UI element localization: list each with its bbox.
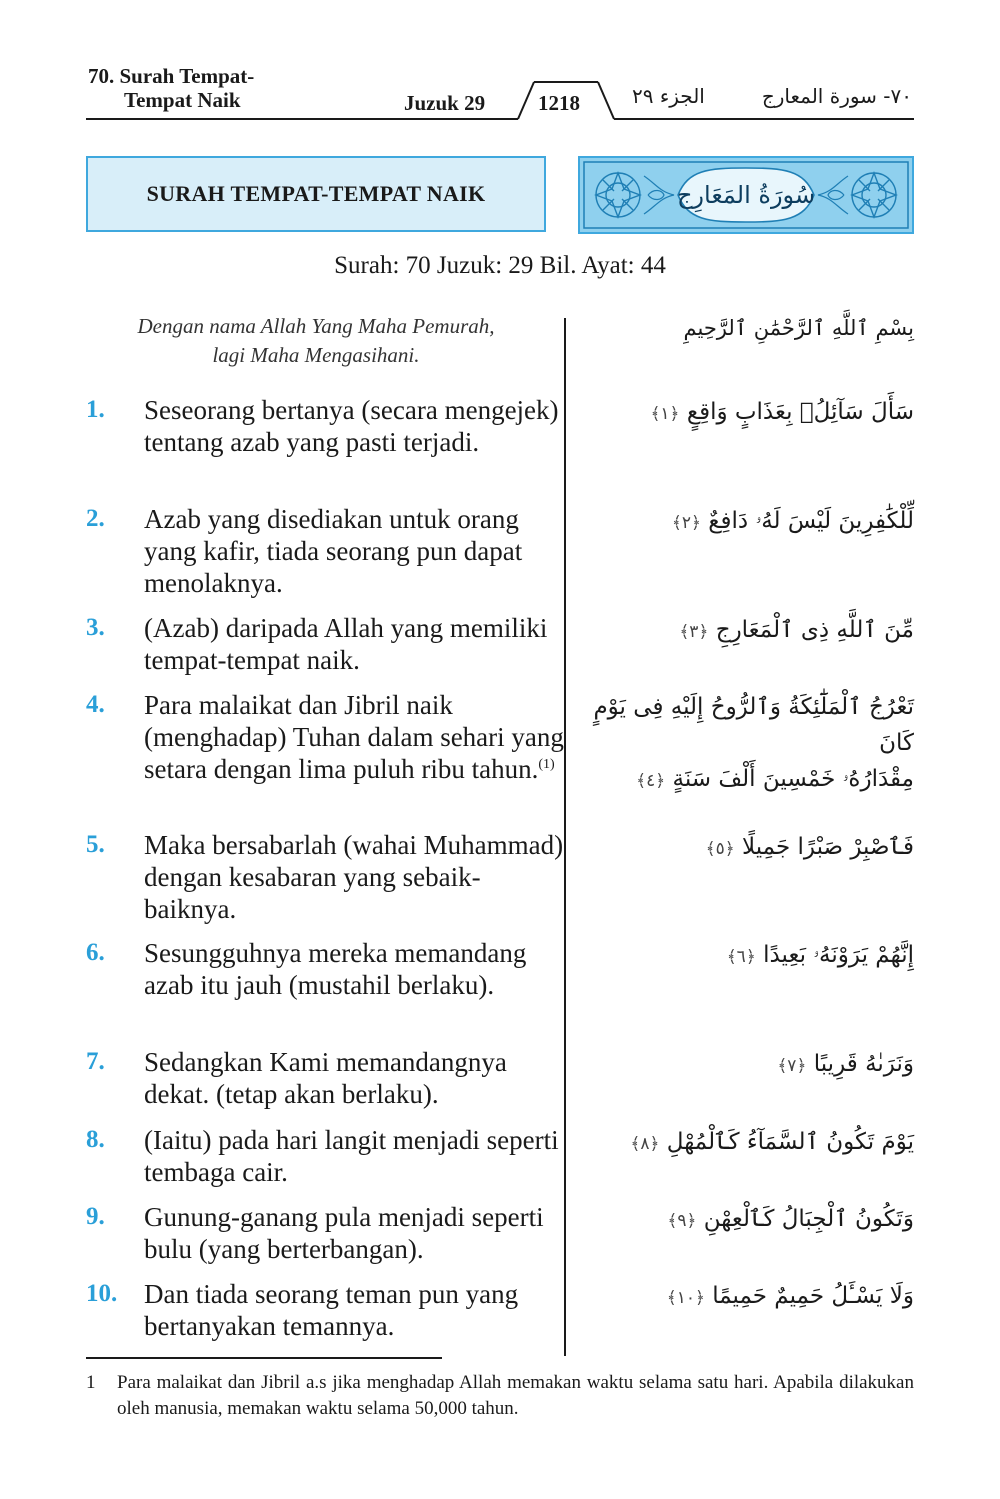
footnote-number: 1 [86,1372,96,1393]
verse-arabic-text: فَٱصْبِرْ صَبْرًا جَمِيلًا [742,834,914,860]
verse-translation: Sedangkan Kami memandangnya dekat. (tetap akan berlaku). [144,1047,507,1109]
verse-translation: Dan tiada seorang teman pun yang bertanyakan temannya. [144,1279,519,1341]
basmala-arabic: بِسْمِ ٱللَّهِ ٱلرَّحْمَٰنِ ٱلرَّحِيمِ [683,316,914,340]
verse-arabic-text: وَلَا يَسْـَٔلُ حَمِيمٌ حَمِيمًا [712,1283,914,1309]
footnote-reference[interactable]: (1) [538,757,555,772]
header-juzuk: Juzuk 29 [404,91,486,115]
footnote [86,1370,914,1422]
verse-end-marker: ﴿١٠﴾ [666,1288,705,1308]
footnote-text: Para malaikat dan Jibril a.s jika menghadap Allah memakan waktu selama satu hari. Apabila dilakukan oleh manusia, memakan waktu selama 50,000 tahun. [117,1372,914,1419]
surah-ornament-box [578,156,914,234]
basmala-line2: lagi Maha Mengasihani. [212,343,420,367]
verse-arabic-text: مِقْدَارُهُۥ خَمْسِينَ أَلْفَ سَنَةٍ [672,766,914,792]
verse-end-marker: ﴿٤﴾ [636,771,666,791]
verse-end-marker: ﴿١﴾ [650,404,680,424]
verse-arabic [578,1124,914,1162]
verse-number: 3. [86,614,105,641]
verse-arabic [578,1278,914,1316]
verse-number: 10. [86,1280,118,1307]
basmala-translation [86,312,546,370]
verse-end-marker: ﴿٧﴾ [777,1056,807,1076]
verse-arabic-text: مِّنَ ٱللَّهِ ذِى ٱلْمَعَارِجِ [715,617,914,643]
verse-end-marker: ﴿٣﴾ [679,622,709,642]
verse-number: 4. [86,691,105,718]
verse-arabic [578,612,914,650]
verse-translation: Seseorang bertanya (secara mengejek) tentang azab yang pasti terjadi. [144,395,559,457]
verse-number: 6. [86,939,105,966]
verse-arabic-text: يَوْمَ تَكُونُ ٱلسَّمَآءُ كَٱلْمُهْلِ [666,1129,914,1155]
surah-arabic-name: سُورَةُ المَعَارِج [676,181,816,209]
verse-arabic-text: إِنَّهُمْ يَرَوْنَهُۥ بَعِيدًا [763,942,914,968]
header-title-line1: 70. Surah Tempat- [88,64,255,88]
verse-arabic-line1: تَعْرُجُ ٱلْمَلَٰٓئِكَةُ وَٱلرُّوحُ إِلَيْهِ فِى يَوْمٍ كَانَ [593,694,914,756]
verse-arabic [578,689,914,799]
verse-number: 2. [86,505,105,532]
verse-arabic [578,503,914,541]
verse-arabic-text: وَنَرَىٰهُ قَرِيبًا [813,1051,914,1077]
verse-number: 8. [86,1126,105,1153]
verse-translation-text: Para malaikat dan Jibril naik (menghadap) Tuhan dalam sehari yang setara dengan lima puluh ribu tahun. [144,690,564,784]
verse-translation [144,689,564,785]
basmala-line1: Dengan nama Allah Yang Maha Pemurah, [137,314,495,338]
footnote-rule [86,1357,442,1359]
verse-end-marker: ﴿٢﴾ [671,513,701,533]
verse-arabic [578,829,914,867]
verse-translation: Maka bersabarlah (wahai Muhammad) dengan kesabaran yang sebaik-baiknya. [144,830,564,924]
verse-arabic-text: لِّلْكَٰفِرِينَ لَيْسَ لَهُۥ دَافِعٌ [708,508,914,534]
header-arabic-surah: ٧٠- سورة المعارج [761,84,912,108]
verse-translation: (Iaitu) pada hari langit menjadi seperti tembaga cair. [144,1125,559,1187]
verse-end-marker: ﴿٦﴾ [726,947,756,967]
header-surah-title [88,64,254,112]
header-title-line2: Tempat Naik [124,88,241,112]
verse-arabic-text: وَتَكُونُ ٱلْجِبَالُ كَٱلْعِهْنِ [703,1206,914,1232]
verse-number: 7. [86,1048,105,1075]
verse-translation: (Azab) daripada Allah yang memiliki tempat-tempat naik. [144,613,548,675]
verse-arabic [578,1201,914,1239]
verse-end-marker: ﴿٥﴾ [705,839,735,859]
column-divider [564,318,566,1356]
verse-arabic-text: سَأَلَ سَآئِلُۢ بِعَذَابٍ وَاقِعٍ [686,399,914,425]
verse-number: 5. [86,831,105,858]
verse-number: 9. [86,1203,105,1230]
verse-arabic [578,394,914,432]
surah-title: SURAH TEMPAT-TEMPAT NAIK [146,181,486,206]
verse-end-marker: ﴿٩﴾ [667,1211,697,1231]
verse-end-marker: ﴿٨﴾ [630,1134,660,1154]
verse-translation: Azab yang disediakan untuk orang yang kafir, tiada seorang pun dapat menolaknya. [144,504,523,598]
surah-title-box [86,156,546,232]
verse-number: 1. [86,396,105,423]
verse-arabic [578,1046,914,1084]
verse-arabic [578,937,914,975]
verse-translation: Gunung-ganang pula menjadi seperti bulu (yang berterbangan). [144,1202,544,1264]
page-number: 1218 [538,91,580,115]
running-header [86,62,914,122]
surah-info: Surah: 70 Juzuk: 29 Bil. Ayat: 44 [334,252,666,279]
verse-translation: Sesungguhnya mereka memandang azab itu jauh (mustahil berlaku). [144,938,527,1000]
header-arabic-juz: الجزء ٢٩ [632,84,705,108]
